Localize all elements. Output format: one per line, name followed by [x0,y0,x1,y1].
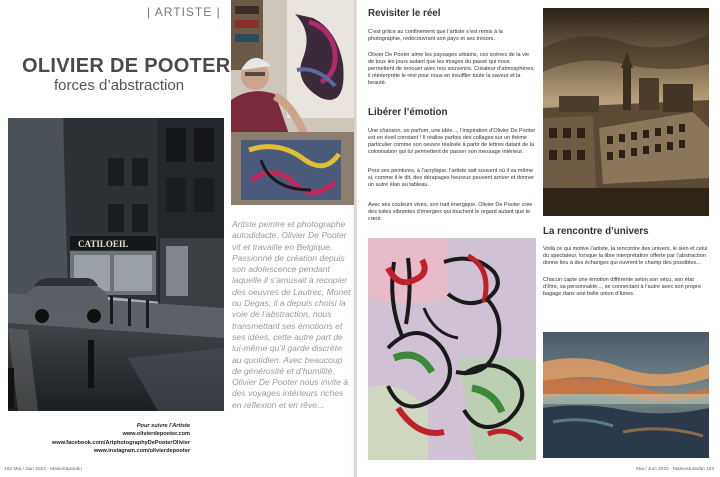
section-3-paragraph-2: Chacun capte une émotion différente selon son vécu, son état d’être, sa personnalité..., se connectant à l’autre avec son propre bagage dans une belle union d’âmes. [543,277,702,298]
section-heading-2: Libérer l’émotion [368,107,448,118]
section-1-paragraph-1: C’est grâce au confinement que l’artiste s’est remis à la photographie, redécouvrant son pays et ses trésors. [368,29,503,43]
section-2-paragraph-2: Pour ses peintures, à l’acrylique, l’artiste sait souvent où il va même si, comme il le dit, des dérapages heureux peuvent arriver et donner un autre élan au tableau. [368,168,535,189]
right-page [357,0,720,477]
right-page-footer: Mai / Juin 2022 - Maison&Jardin 163 [636,467,714,472]
artist-portrait [231,0,356,205]
section-2-paragraph-1: Une chanson, un parfum, une idée..., l’inspiration d’Olivier De Pooter est en éveil constant ! Il réalise parfois des collages sur un thème particulier comme son oeuvre réalisée à partir de lettres datant de la colonisation qui lui permettent de passer son message intérieur. [368,128,536,156]
section-heading-3: La rencontre d’univers [543,226,649,237]
left-page-footer: 162 Mai / Juin 2022 - Maison&Jardin [4,467,82,472]
article-title: OLIVIER DE POOTER [22,55,231,77]
left-page [0,0,356,477]
article-subtitle: forces d’abstraction [54,77,185,94]
facebook-link[interactable]: www.facebook.com/ArtphotographyDePooterOlivier [51,439,190,446]
landscape-painting [543,332,709,458]
section-1-paragraph-2: Olivier De Pooter aime les paysages urbains, ces scènes de la vie de tous les jours autant que les images du passé qui nous permettent de renouer avec nos souvenirs. Créateur d’atmosphères, il réinterprète le réel pour nous en insuffler toute la saveur et la beauté. [368,52,535,87]
artist-bio: Artiste peintre et photographe autodidacte, Olivier De Pooter vit et travaille en Belgique. Passionné de création depuis son adolescence pendant laquelle il s’amusait à recopier des oeuvres de Lautrec, Monet ou Degas, il a depuis choisi la voie de l’abstraction, nous transmettant ses émotions et ses idées, cette autre part de lui-même qu’il garde discrète au quotidien. Avec beaucoup de générosité et d’humilité, Olivier De Pooter nous invite à des voyages intérieurs riches en réflexion et en rêve... [232,219,351,410]
follow-heading: Pour suivre l’Artiste [136,423,190,429]
storefront-sign-text: CATILOEIL [78,239,129,249]
kicker-label: ARTISTE [154,5,213,19]
street-photo [8,118,224,411]
section-3-paragraph-1: Voilà ce qui motive l’artiste, la rencontre des univers, le sien et celui du spectateur, lorsque la libre interprétation offerte par l’abstraction donne lieu à des échanges qui ouvrent le champ des possibles... [543,246,708,267]
abstract-painting [368,238,536,460]
section-heading-1: Revisiter le réel [368,8,441,19]
section-kicker: | ARTISTE | [147,5,221,19]
website-link[interactable]: www.olivierdepooter.com [122,431,190,438]
city-photo [543,8,709,216]
section-2-paragraph-3: Avec ses couleurs vives, son trait énergique, Olivier De Pooter crée des toiles vibrantes d’énergies qui touchent le regard autant que le cœur. [368,202,533,223]
follow-block [30,422,190,456]
instagram-link[interactable]: www.instagram.com/olivierdepooter [93,448,190,455]
